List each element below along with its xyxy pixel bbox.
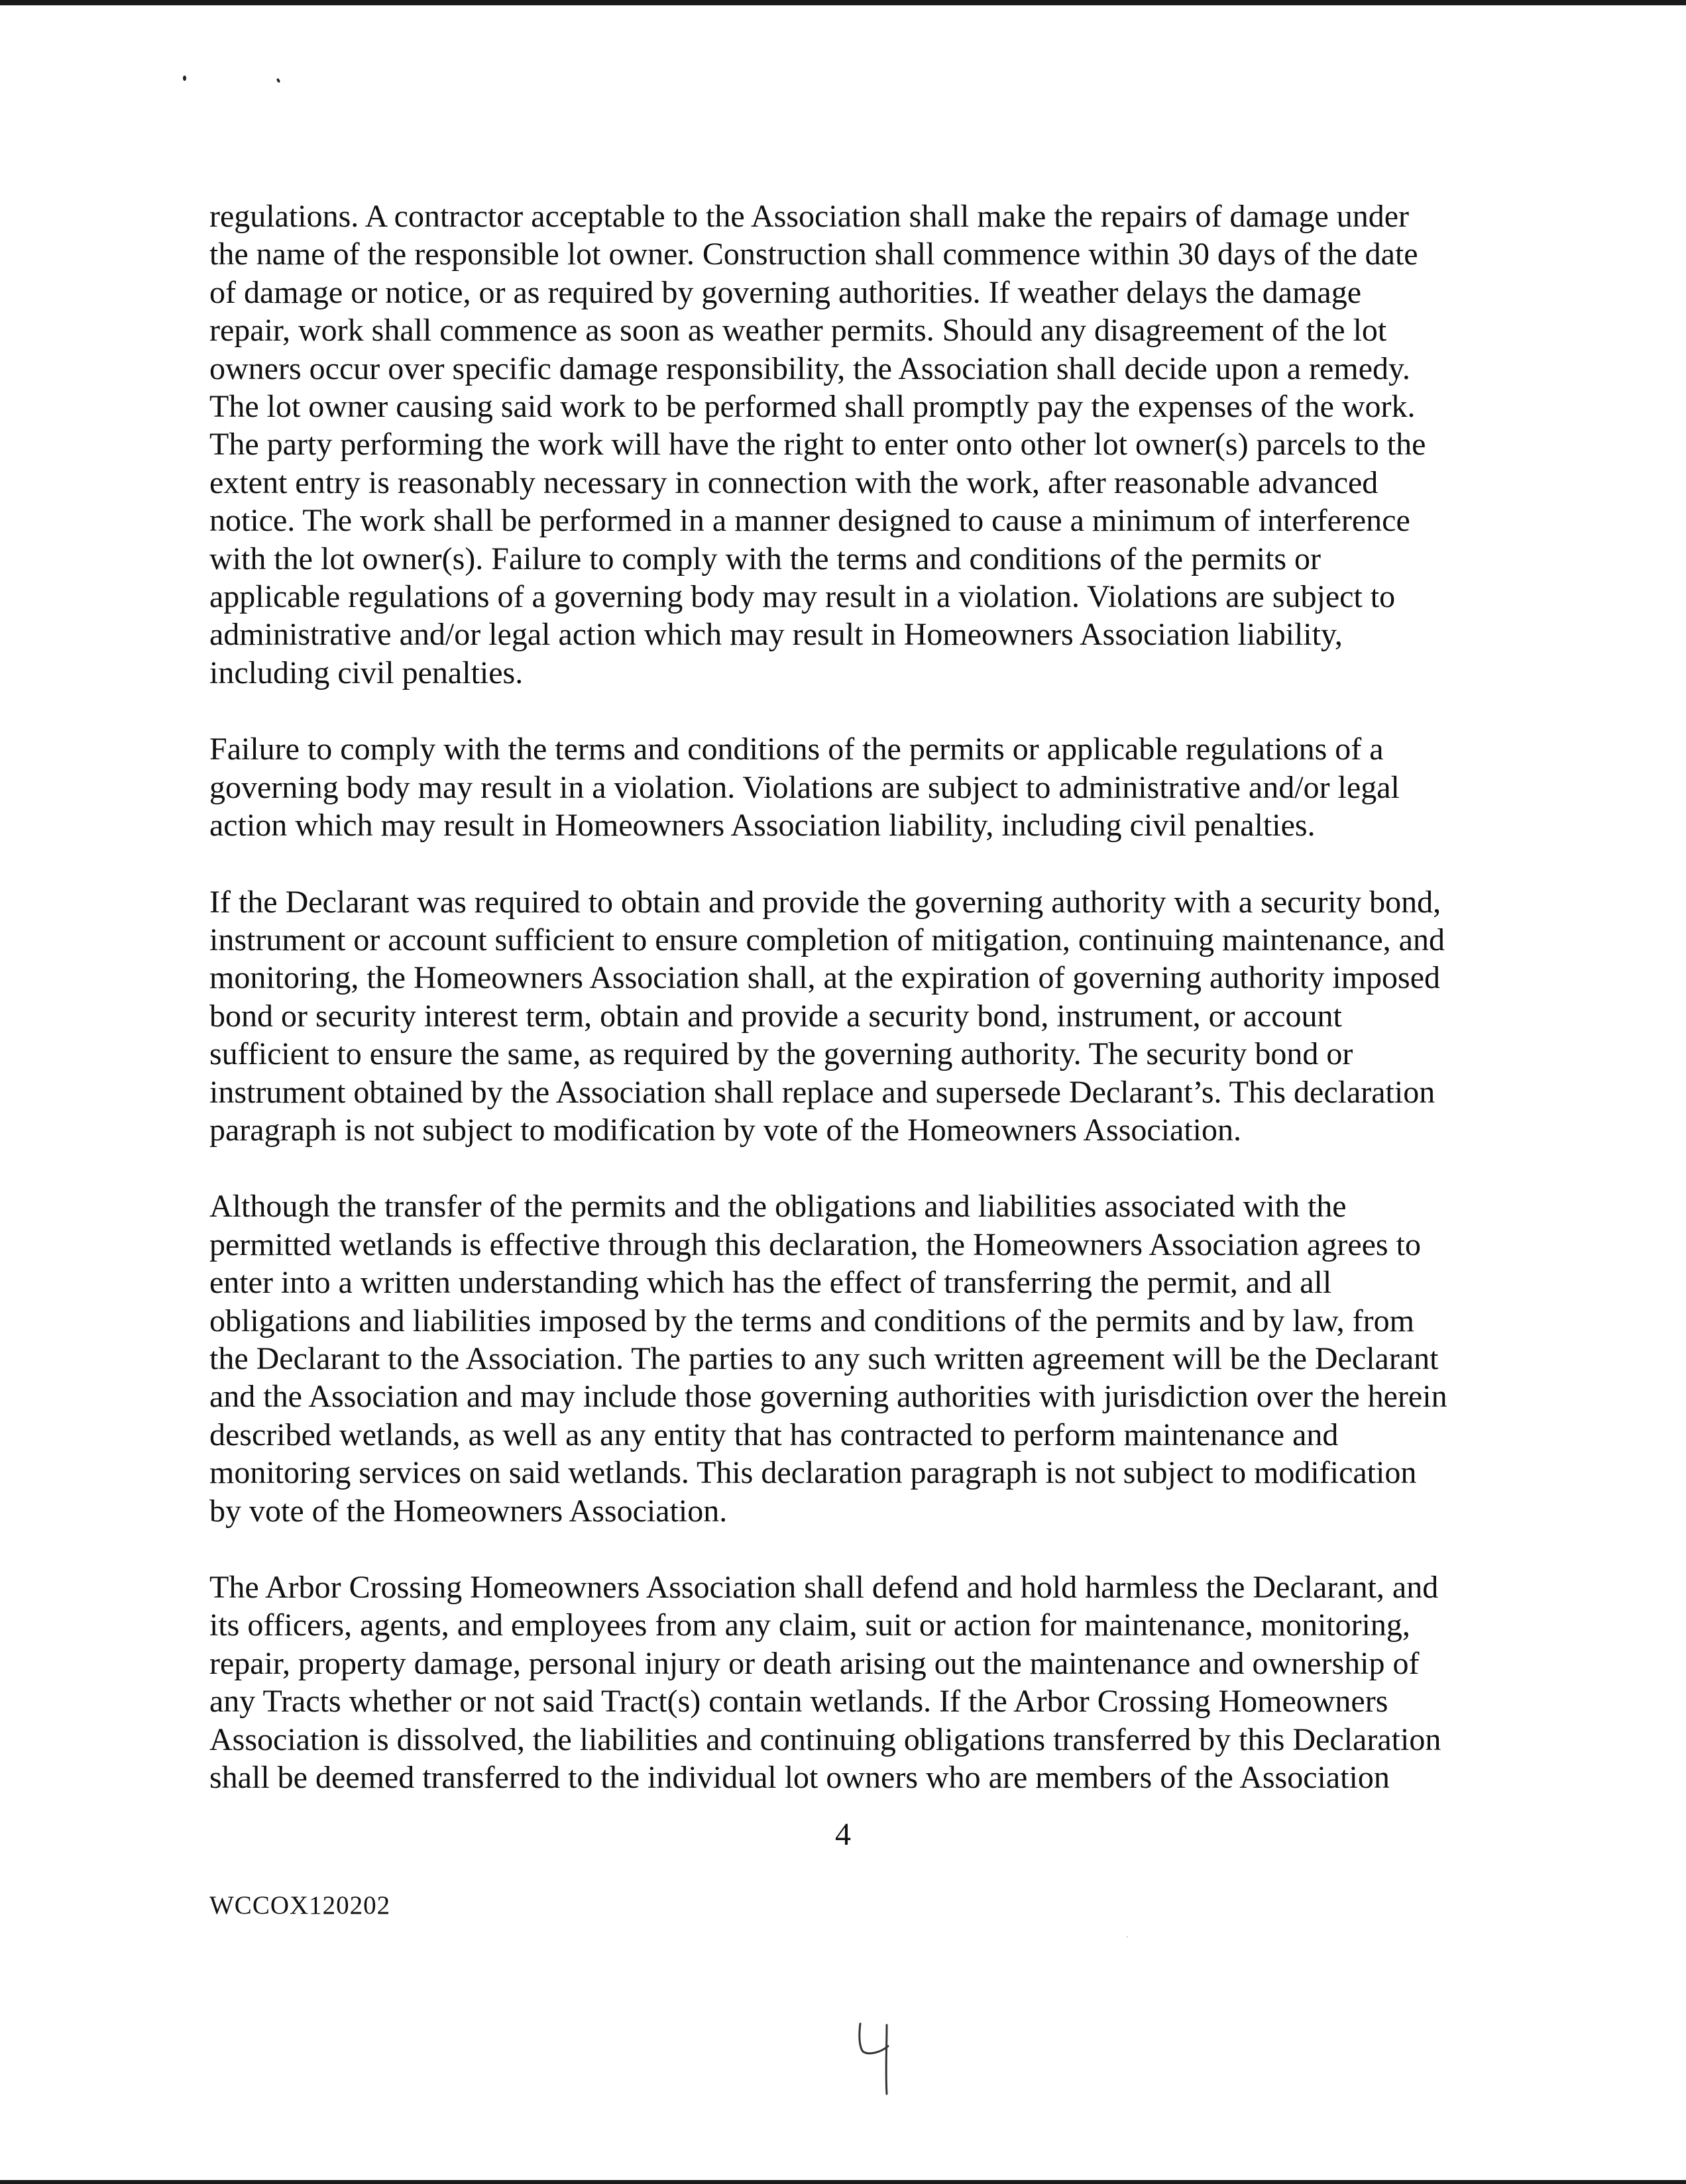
text-line: regulations. A contractor acceptable to the Association shall make the repairs of damage under (209, 199, 1410, 234)
text-line: repair, property damage, personal injury or death arising out the maintenance and ownership of (209, 1645, 1420, 1681)
text-line: The Arbor Crossing Homeowners Association shall defend and hold harmless the Declarant, and (209, 1570, 1439, 1605)
paragraph-indemnity (209, 1568, 1502, 1796)
text-line: If the Declarant was required to obtain and provide the governing authority with a security bond, (209, 884, 1441, 920)
scan-border-top (0, 0, 1686, 5)
text-line: action which may result in Homeowners Association liability, including civil penalties. (209, 808, 1316, 844)
text-line: notice. The work shall be performed in a manner designed to cause a minimum of interference (209, 503, 1410, 539)
text-line: described wetlands, as well as any entity that has contracted to perform maintenance and (209, 1417, 1339, 1452)
text-line: applicable regulations of a governing body may result in a violation. Violations are subject to (209, 579, 1396, 615)
document-code: WCCOX120202 (209, 1891, 391, 1920)
text-line: the name of the responsible lot owner. Construction shall commence within 30 days of the date (209, 237, 1418, 272)
text-line: enter into a written understanding which has the effect of transferring the permit, and all (209, 1265, 1332, 1301)
text-line: the Declarant to the Association. The parties to any such written agreement will be the Declarant (209, 1340, 1439, 1376)
text-line: permitted wetlands is effective through this declaration, the Homeowners Association agrees to (209, 1227, 1421, 1262)
text-line: owners occur over specific damage responsibility, the Association shall decide upon a remedy. (209, 351, 1410, 386)
text-line: and the Association and may include those governing authorities with jurisdiction over the herein (209, 1379, 1447, 1415)
scan-border-bottom (0, 2180, 1686, 2184)
text-line: Association is dissolved, the liabilities and continuing obligations transferred by this Declaration (209, 1721, 1441, 1757)
page-number: 4 (835, 1817, 851, 1852)
text-line: paragraph is not subject to modification by vote of the Homeowners Association. (209, 1112, 1241, 1148)
text-line: bond or security interest term, obtain and provide a security bond, instrument, or account (209, 998, 1342, 1034)
paragraph-violations (209, 730, 1502, 844)
scan-speck (183, 76, 186, 81)
paragraph-permit-transfer (209, 1187, 1502, 1530)
text-line: by vote of the Homeowners Association. (209, 1493, 728, 1529)
text-line: monitoring services on said wetlands. This declaration paragraph is not subject to modification (209, 1455, 1417, 1491)
text-line: governing body may result in a violation. Violations are subject to administrative and/or legal (209, 769, 1400, 805)
text-line: shall be deemed transferred to the individual lot owners who are members of the Association (209, 1760, 1390, 1796)
scan-speck (276, 78, 281, 83)
text-line: instrument obtained by the Association shall replace and supersede Declarant’s. This declaration (209, 1074, 1435, 1110)
text-line: sufficient to ensure the same, as required by the governing authority. The security bond or (209, 1036, 1353, 1072)
paragraph-security-bond (209, 883, 1502, 1150)
document-body (209, 197, 1502, 1835)
text-line: any Tracts whether or not said Tract(s) contain wetlands. If the Arbor Crossing Homeowners (209, 1684, 1388, 1720)
text-line: repair, work shall commence as soon as weather permits. Should any disagreement of the lot (209, 313, 1387, 349)
text-line: of damage or notice, or as required by governing authorities. If weather delays the damage (209, 274, 1362, 310)
text-line: Although the transfer of the permits and the obligations and liabilities associated with the (209, 1189, 1347, 1225)
text-line: obligations and liabilities imposed by the terms and conditions of the permits and by law, from (209, 1303, 1414, 1338)
text-line: including civil penalties. (209, 655, 524, 690)
handwritten-page-number (854, 2020, 893, 2099)
text-line: instrument or account sufficient to ensure completion of mitigation, continuing maintenance, and (209, 922, 1445, 957)
text-line: The party performing the work will have the right to enter onto other lot owner(s) parcels to the (209, 427, 1426, 463)
text-line: extent entry is reasonably necessary in connection with the work, after reasonable advanced (209, 464, 1378, 500)
text-line: administrative and/or legal action which may result in Homeowners Association liability, (209, 617, 1343, 653)
text-line: The lot owner causing said work to be performed shall promptly pay the expenses of the work. (209, 389, 1416, 425)
text-line: with the lot owner(s). Failure to comply with the terms and conditions of the permits or (209, 541, 1321, 576)
text-line: its officers, agents, and employees from any claim, suit or action for maintenance, monitoring, (209, 1608, 1410, 1643)
text-line: monitoring, the Homeowners Association shall, at the expiration of governing authority imposed (209, 960, 1440, 996)
scan-speck (1127, 1936, 1128, 1938)
paragraph-repairs (209, 197, 1502, 692)
text-line: Failure to comply with the terms and conditions of the permits or applicable regulations of a (209, 732, 1384, 767)
